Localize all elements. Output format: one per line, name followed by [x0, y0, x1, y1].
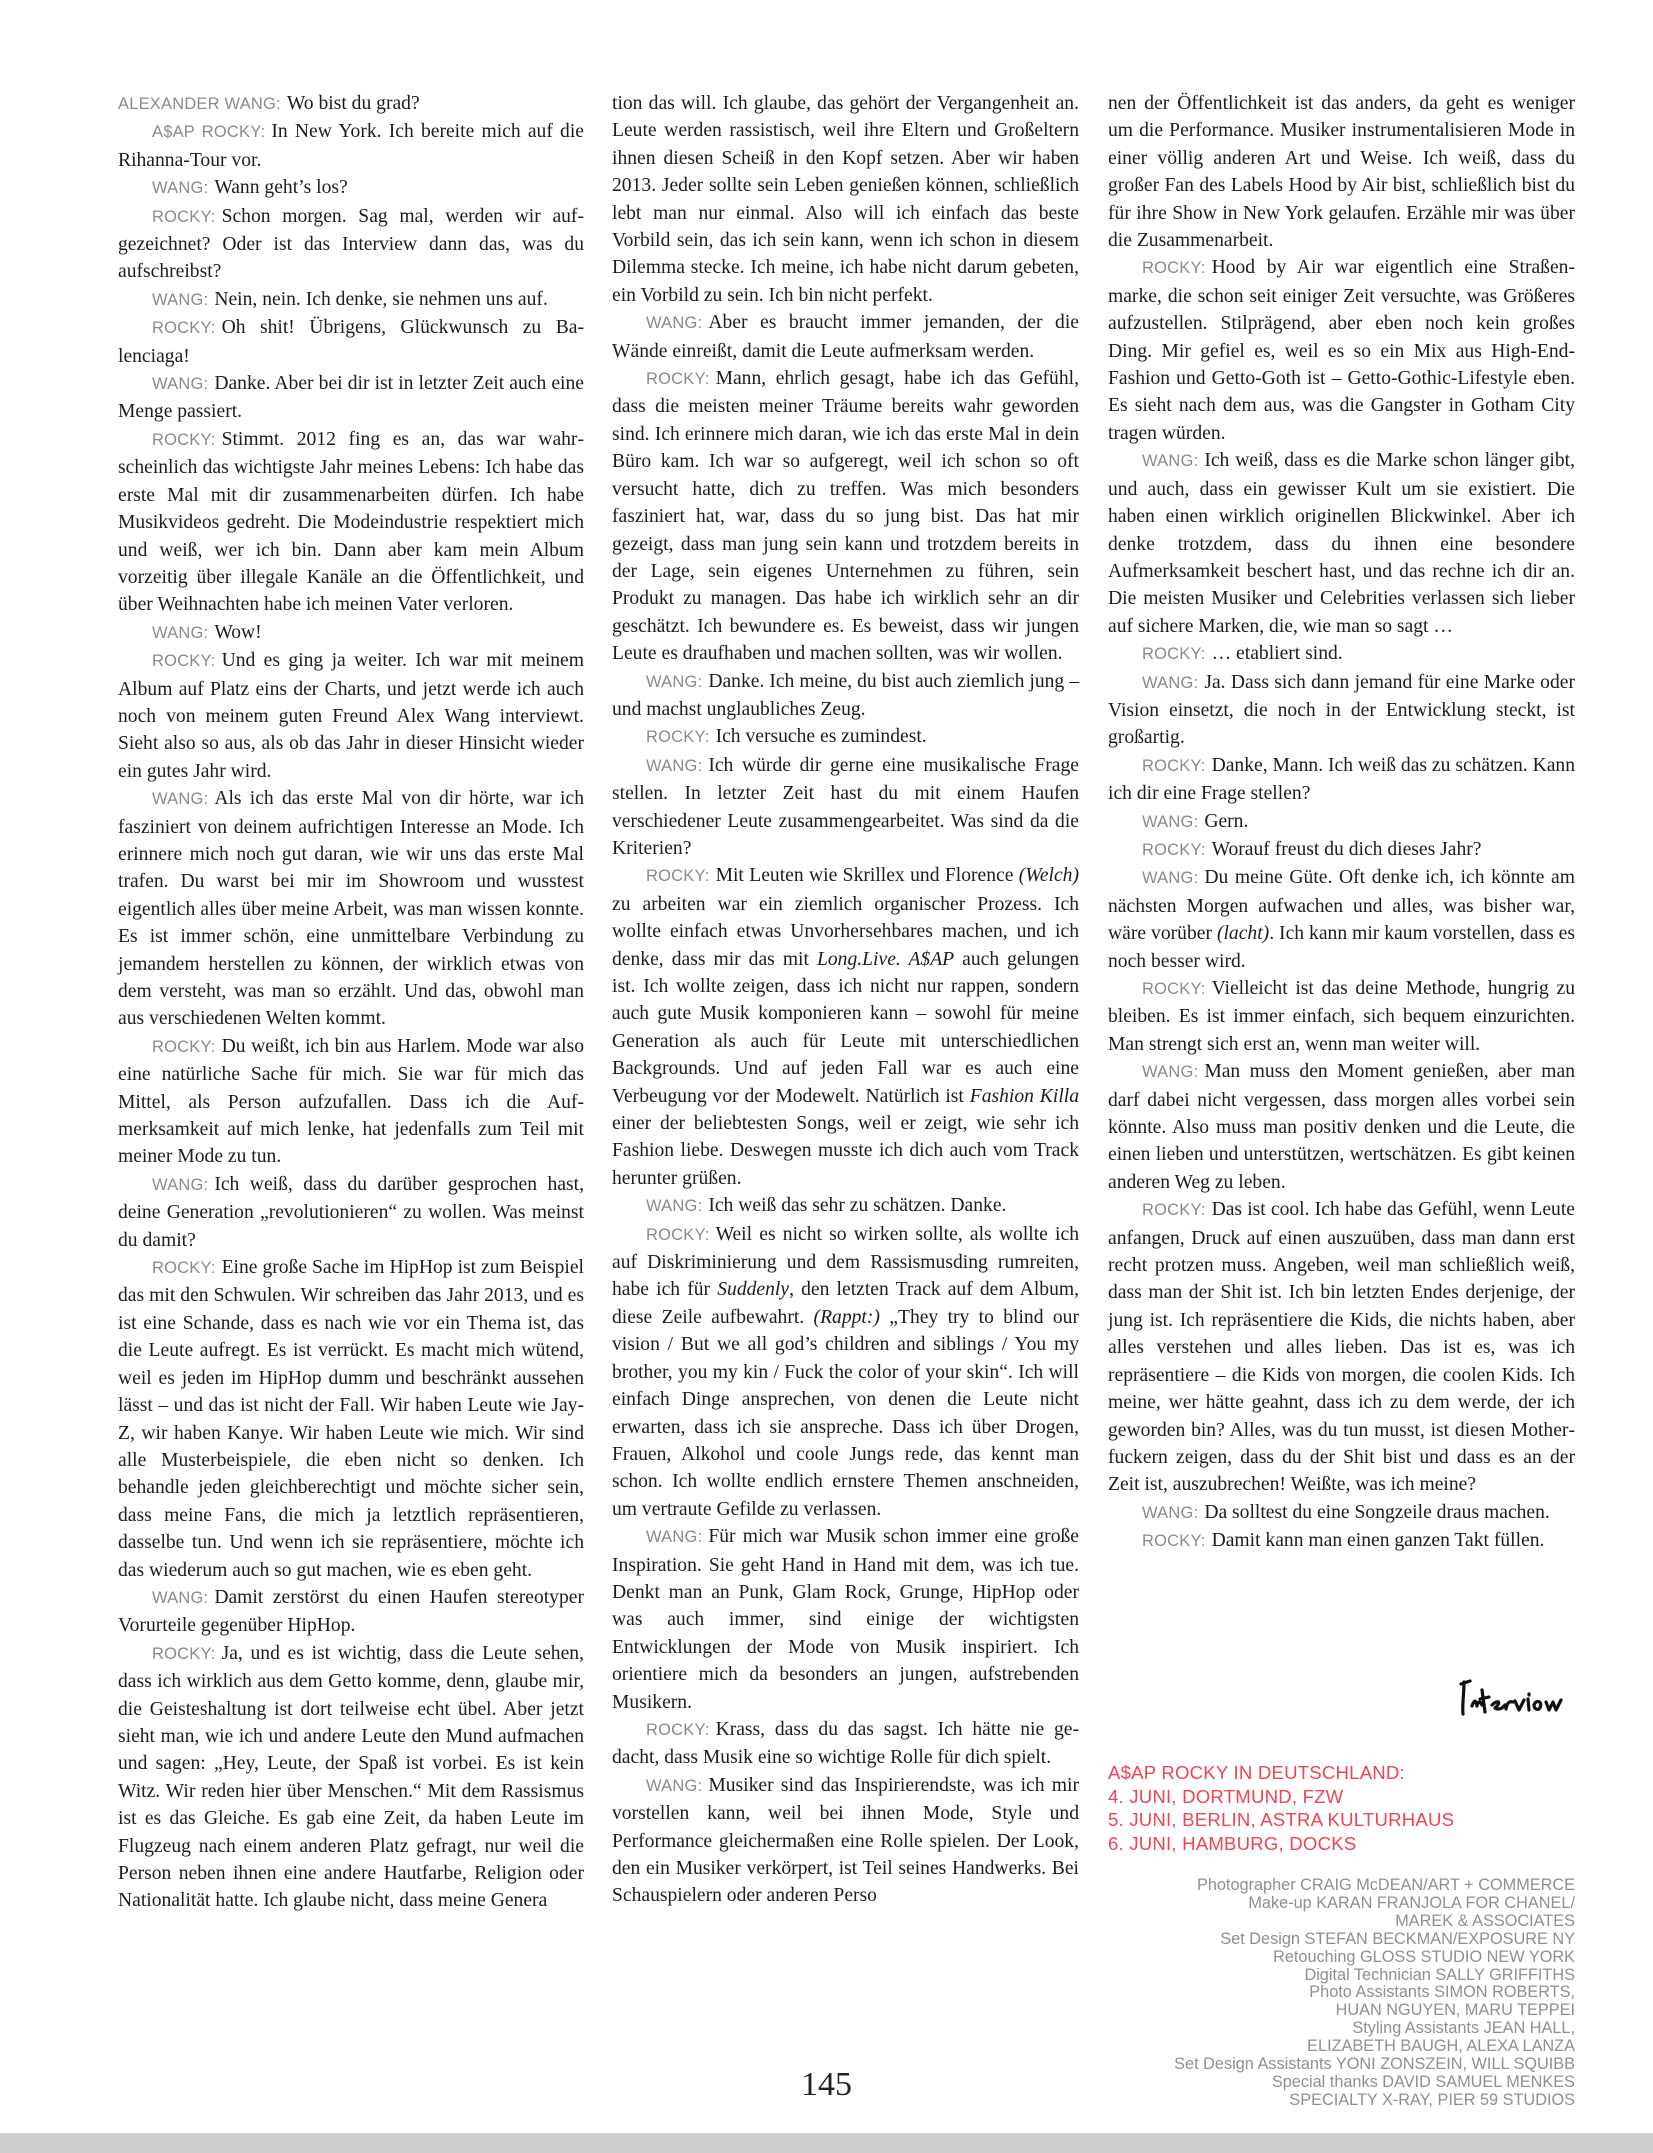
paragraph-text: Mit Leuten wie Skrillex und Florence (Welch) zu arbeiten war ein ziemlich organischer Prozess. Ich wollte einfach etwas Unvorhersehbares machen, und ich denke, dass mir das mit Long.Live. A$AP auch gelungen ist. Ich wollte zeigen, dass ich nicht nur rappen, sondern auch gute Musik komponieren kann – sowohl für meine Generation als auch für Leute mit unterschiedlichen Backgrounds. Und auf jeden Fall war es auch eine Verbeugung vor der Modewelt. Natürlich ist Fashion Killa einer der beliebtesten Songs, weil er zeigt, wie sehr ich Fashion liebe. Deswegen musste ich dich auch vom Track herunter grüßen. — [612, 865, 1079, 1189]
paragraph-text: Man muss den Moment genießen, aber man darf dabei nicht vergessen, dass morgen alles vorbei sein könnte. Also muss man positiv denken und die Leute, die einen lieben und unterstützen, wertschätzen. Es gibt keinen anderen Weg zu leben. — [1108, 1061, 1575, 1193]
paragraph-text: Ich versuche es zumindest. — [715, 726, 927, 748]
paragraph-text: Krass, dass du das sagst. Ich hätte nie gedacht, dass Musik eine so wichtige Rolle für dich spielt. — [612, 1718, 1079, 1769]
bottom-bar — [0, 2133, 1653, 2153]
interview-paragraph — [118, 785, 584, 1033]
speaker-label: ROCKY: — [646, 1720, 710, 1739]
paragraph-text: In New York. Ich bereite mich auf die Rihanna-Tour vor. — [118, 121, 584, 171]
paragraph-text: … etabliert sind. — [1211, 643, 1343, 665]
credit-line: ELIZABETH BAUGH, ALEXA LANZA — [1307, 2037, 1575, 2056]
speaker-label: WANG: — [152, 1175, 209, 1194]
interview-paragraph — [118, 1171, 584, 1254]
speaker-label: ROCKY: — [152, 1259, 216, 1278]
credit-line: Digital Technician SALLY GRIFFITHS — [1304, 1965, 1575, 1984]
interview-paragraph — [118, 647, 584, 785]
speaker-label: WANG: — [646, 1528, 703, 1547]
credit-line: HUAN NGUYEN, MARU TEPPEI — [1335, 2001, 1575, 2020]
paragraph-text: Weil es nicht so wirken sollte, als wollte ich auf Diskriminierung und dem Rassismusding rumreiten, habe ich für Suddenly, den letzten Track auf dem Album, diese Zeile aufbewahrt. (Rappt:) „They try to blind our vision / But we all god’s children and siblings / You my brother, you my kin / Fuck the color of your skin“. Ich will einfach Dinge ansprechen, von denen die Leute nicht erwarten, dass ich sie anspreche. Dass ich über Drogen, Frauen, Alkohol und coole Jungs rede, das kennt man schon. Ich wollte endlich ernstere Themen anschneiden, um vertraute Gefilde zu verlassen. — [612, 1223, 1080, 1520]
interview-paragraph — [118, 619, 584, 647]
paragraph-text: Wo bist du grad? — [286, 93, 420, 114]
speaker-label: WANG: — [1142, 673, 1199, 692]
interview-paragraph — [612, 1523, 1079, 1716]
interview-paragraph — [1108, 864, 1575, 975]
speaker-label: WANG: — [1142, 869, 1199, 888]
speaker-label: ALEXANDER WANG: — [118, 95, 281, 113]
paragraph-text: Wow! — [214, 621, 262, 643]
interview-paragraph — [1108, 447, 1575, 640]
interview-paragraph — [118, 1254, 584, 1584]
interview-paragraph — [118, 174, 584, 202]
interview-paragraph — [612, 309, 1079, 365]
speaker-label: WANG: — [646, 1197, 703, 1216]
tour-date-berlin: 5. JUNI, BERLIN, ASTRA KULTURHAUS — [1108, 1809, 1455, 1830]
interview-paragraph — [118, 370, 584, 426]
interview-paragraph — [118, 1640, 584, 1915]
paragraph-text: Eine große Sache im HipHop ist zum Beispiel das mit den Schwulen. Wir schreiben das Jahr 2013, und es ist eine Schande, dass es nach wie vor ein Thema ist, das die Leute aufregt. Es ist verrückt. Es macht mich wütend, weil es jeden im HipHop dumm und beschränkt aussehen lässt – und das ist nicht der Fall. Wir haben Leute wie Jay-Z, wir haben Kanye. Wir haben Leute wie mich. Wir sind alle Musterbeispiele, die eben nicht so denken. Ich behandle jeden gleichberechtigt und möchte sicher sein, dass meine Fans, die mich ja letztlich repräsentieren, dasselbe tun. Und wenn ich sie repräsentiere, möchte ich das wiederum auch so gut machen, wie es eben geht. — [118, 1257, 584, 1581]
speaker-label: ROCKY: — [152, 430, 216, 449]
tour-heading: A$AP ROCKY IN DEUTSCHLAND: — [1108, 1762, 1405, 1783]
interview-paragraph — [1108, 975, 1575, 1058]
speaker-label: WANG: — [152, 623, 209, 642]
interview-logo — [1458, 1672, 1578, 1720]
interview-paragraph — [118, 1033, 584, 1171]
paragraph-text: Musiker sind das Inspirierendste, was ich mir vorstellen kann, weil bei ihnen Mode, Style und Performance gleichermaßen eine Rolle spielen. Der Look, den ein Musiker verkörpert, ist Teil seines Handwerks. Bei Schauspielern oder anderen Perso — [612, 1774, 1079, 1907]
interview-paragraph — [612, 862, 1079, 1192]
paragraph-text: Oh shit! Übrigens, Glückwunsch zu Balenciaga! — [118, 317, 584, 367]
paragraph-text: Da solltest du eine Songzeile draus machen. — [1204, 1501, 1550, 1523]
speaker-label: ROCKY: — [152, 207, 216, 226]
interview-paragraph — [612, 1192, 1079, 1220]
paragraph-text: tion das will. Ich glaube, das gehört der Vergangenheit an. Leute werden rassistisch, weil ihre Eltern und Großeltern ihnen diesen Scheiß in den Kopf setzen. Aber wir haben 2013. Jeder sollte sein Leben genießen können, schließlich lebt man nur einmal. Also will ich einfach das beste Vorbild sein, das ich sein kann, wenn ich schon in diesem Dilemma stecke. Ich meine, ich habe nicht darum gebeten, ein Vorbild zu sein. Ich bin nicht perfekt. — [612, 93, 1079, 306]
paragraph-text: Ich weiß, dass du darüber gesprochen hast, deine Generation „revolutionieren“ zu wollen. Was meinst du damit? — [118, 1173, 584, 1251]
credit-line: Set Design Assistants YONI ZONSZEIN, WILL SQUIBB — [1174, 2055, 1575, 2074]
tour-date-dortmund: 4. JUNI, DORTMUND, FZW — [1108, 1785, 1344, 1807]
interview-paragraph — [1108, 669, 1575, 752]
interview-paragraph — [612, 365, 1079, 667]
speaker-label: ROCKY: — [1142, 980, 1206, 998]
speaker-label: ROCKY: — [1142, 259, 1206, 278]
paragraph-text: Danke. Ich meine, du bist auch ziemlich jung – und machst unglaubliches Zeug. — [612, 670, 1079, 720]
credit-line: Styling Assistants JEAN HALL, — [1352, 2019, 1575, 2038]
speaker-label: ROCKY: — [1142, 645, 1206, 664]
credit-line: Retouching GLOSS STUDIO NEW YORK — [1273, 1947, 1575, 1966]
paragraph-text: Danke. Aber bei dir ist in letzter Zeit auch eine Menge passiert. — [118, 373, 584, 423]
paragraph-text: Damit kann man einen ganzen Takt füllen. — [1211, 1530, 1545, 1552]
speaker-label: WANG: — [152, 790, 209, 809]
interview-paragraph — [1108, 808, 1575, 836]
interview-paragraph — [612, 1772, 1079, 1910]
paragraph-text: Vielleicht ist das deine Methode, hungrig zu bleiben. Es ist immer einfach, sich bequem einzurichten. Man strengt sich erst an, wenn man weiter will. — [1108, 978, 1575, 1055]
interview-paragraph — [118, 314, 584, 370]
credit-line: Photographer CRAIG McDEAN/ART + COMMERCE — [1196, 1876, 1575, 1894]
paragraph-text: Und es ging ja weiter. Ich war mit meinem Album auf Platz eins der Charts, und jetzt werde ich auch noch von meinem guten Freund Alex Wang interviewt. Sieht also so aus, als ob das Jahr in dieser Hinsicht wieder ein gutes Jahr wird. — [118, 650, 584, 782]
interview-paragraph — [1108, 90, 1575, 254]
interview-paragraph — [1108, 640, 1575, 668]
interview-paragraph — [612, 668, 1079, 724]
speaker-label: WANG: — [152, 1588, 209, 1607]
interview-paragraph — [118, 118, 584, 174]
interview-paragraph — [1108, 254, 1575, 447]
speaker-label: ROCKY: — [1142, 840, 1206, 859]
page-number: 145 — [801, 2066, 852, 2103]
interview-paragraph — [612, 723, 1079, 751]
paragraph-text: Als ich das erste Mal von dir hörte, war ich fasziniert von deinem aufrichtigen Interesse an Mode. Ich erinnere mich noch gut daran, wie wir uns das erste Mal trafen. Du warst bei mir im Showroom und wusstest eigentlich alles über meine Arbeit, was man wissen konnte. Es ist immer schön, eine unmittelbare Verbindung zu jemandem herstellen zu können, der wirklich etwas von dem versteht, was man so erzählt. Und das, obwohl man aus verschiedenen Welten kommt. — [118, 788, 584, 1030]
speaker-label: WANG: — [1142, 1503, 1199, 1522]
paragraph-text: nen der Öffentlichkeit ist das anders, da geht es weniger um die Performance. Musiker instrumentalisieren Mode in einer völlig anderen Art und Weise. Ich weiß, dass du großer Fan des Labels Hood by Air bist, schließlich bist du für ihre Show in New York gelaufen. Erzähle mir was über die Zusammenarbeit. — [1108, 93, 1575, 252]
speaker-label: WANG: — [152, 375, 209, 394]
speaker-label: WANG: — [152, 179, 209, 198]
tour-date-hamburg: 6. JUNI, HAMBURG, DOCKS — [1108, 1832, 1357, 1854]
paragraph-text: Gern. — [1204, 810, 1249, 832]
paragraph-text: Danke, Mann. Ich weiß das zu schätzen. Kann ich dir eine Frage stellen? — [1108, 754, 1576, 805]
credit-line: Set Design STEFAN BECKMAN/EXPOSURE NY — [1220, 1929, 1575, 1948]
credit-line: SPECIALTY X-RAY, PIER 59 STUDIOS — [1289, 2090, 1575, 2109]
speaker-label: WANG: — [646, 1776, 703, 1795]
paragraph-text: Nein, nein. Ich denke, sie nehmen uns auf. — [214, 288, 548, 310]
speaker-label: ROCKY: — [152, 652, 216, 671]
interview-paragraph — [1108, 1196, 1575, 1498]
speaker-label: WANG: — [646, 314, 703, 333]
credit-line: Photo Assistants SIMON ROBERTS, — [1309, 1983, 1575, 2002]
text-column-2 — [612, 90, 1079, 1910]
speaker-label: ROCKY: — [646, 728, 710, 747]
paragraph-text: Du weißt, ich bin aus Harlem. Mode war also eine natürliche Sache für mich. Sie war für mich das Mittel, als Person aufzufallen. Dass ich die Aufmerksamkeit auf mich lenke, hat jedenfalls zum Teil mit meiner Mode zu tun. — [118, 1035, 584, 1168]
credit-line: Special thanks DAVID SAMUEL MENKES — [1271, 2072, 1575, 2091]
speaker-label: WANG: — [1142, 812, 1199, 831]
speaker-label: ROCKY: — [646, 867, 710, 886]
paragraph-text: Aber es braucht immer jemanden, der die Wände einreißt, damit die Leute aufmerksam werden. — [612, 312, 1079, 362]
speaker-label: ROCKY: — [1142, 1532, 1206, 1551]
interview-paragraph — [1108, 1499, 1575, 1527]
paragraph-text: Mann, ehrlich gesagt, habe ich das Gefühl, dass die meisten meiner Träume bereits wahr geworden sind. Ich erinnere mich daran, wie ich das erste Mal in dein Büro kam. Ich war so aufgeregt, weil ich schon so oft versucht hatte, dich zu treffen. Was mich besonders fasziniert hat, war, dass du so jung bist. Das hat mir gezeigt, dass man jung sein kann und trotzdem bereits in der Lage, sein eigenes Unternehmen zu führen, sein Produkt zu managen. Das habe ich wirklich sehr an dir geschätzt. Ich bewundere es. Es beweist, dass wir jungen Leute es draufhaben und machen sollten, was wir wollen. — [612, 368, 1079, 665]
paragraph-text: Für mich war Musik schon immer eine große Inspiration. Sie geht Hand in Hand mit dem, was ich tue. Denkt man an Punk, Glam Rock, Grunge, HipHop oder was auch immer, sind einige der wichtigsten Entwicklungen der Mode von Musik inspiriert. Ich orientiere mich da besonders an jungen, aufstrebenden Musikern. — [612, 1526, 1079, 1713]
speaker-label: ROCKY: — [1142, 1201, 1206, 1220]
interview-paragraph — [612, 1716, 1079, 1772]
paragraph-text: Ja. Dass sich dann jemand für eine Marke oder Vision einsetzt, die noch in der Entwicklung steckt, ist großartig. — [1108, 671, 1575, 749]
paragraph-text: Hood by Air war eigentlich eine Straßenmarke, die schon seit einiger Zeit versuchte, was Größeres aufzustellen. Stilprägend, aber eben noch kein großes Ding. Mir gefiel es, weil es so ein Mix aus High-End-Fashion und Getto-Goth ist – Getto-Gothic-Lifestyle eben. Es sieht nach dem aus, was die Gangster in Gotham City tragen würden. — [1108, 257, 1575, 444]
paragraph-text: Worauf freust du dich dieses Jahr? — [1211, 838, 1482, 860]
tour-dates — [1108, 1761, 1578, 1855]
interview-paragraph — [612, 752, 1079, 863]
paragraph-text: Ich weiß das sehr zu schätzen. Danke. — [708, 1195, 1007, 1217]
interview-paragraph — [1108, 1527, 1575, 1555]
speaker-label: ROCKY: — [646, 370, 710, 389]
paragraph-text: Ich würde dir gerne eine musikalische Frage stellen. In letzter Zeit hast du mit einem Haufen verschiedener Leute zusammengearbeitet. Was sind da die Kriterien? — [612, 754, 1079, 859]
interview-paragraph — [118, 426, 584, 619]
speaker-label: WANG: — [1142, 452, 1199, 471]
text-column-1 — [118, 90, 584, 1915]
credit-line: MAREK & ASSOCIATES — [1395, 1911, 1575, 1930]
paragraph-text: Du meine Güte. Oft denke ich, ich könnte am nächsten Morgen aufwachen und alles, was bisher war, wäre vorüber (lacht). Ich kann mir kaum vorstellen, dass es noch besser wird. — [1108, 867, 1575, 972]
interview-paragraph — [612, 1221, 1079, 1523]
speaker-label: ROCKY: — [152, 319, 216, 338]
speaker-label: A$AP ROCKY: — [152, 123, 266, 142]
interview-paragraph — [118, 203, 584, 286]
paragraph-text: Das ist cool. Ich habe das Gefühl, wenn Leute anfangen, Druck auf einen auszuüben, dass man dann erst recht protzen muss. Angeben, weil man schließlich weiß, dass man der Shit ist. Ich bin letzten Endes derjenige, der jung ist. Ich repräsentiere die Kids, die nichts haben, aber alles verstehen und alles lieben. Das ist es, was ich repräsentiere – die Kids von morgen, die coolen Kids. Ich meine, wer hätte geahnt, dass ich zu dem werde, der ich geworden bin? Alles, was du tun musst, ist diesen Motherfuckern zeigen, dass du der Shit bist und dass es an der Zeit ist, auszubrechen! Weißte, was ich meine? — [1108, 1199, 1575, 1496]
interview-paragraph — [118, 286, 584, 314]
interview-paragraph — [118, 90, 584, 118]
speaker-label: ROCKY: — [646, 1225, 710, 1244]
interview-paragraph — [1108, 836, 1575, 864]
interview-paragraph — [1108, 1058, 1575, 1196]
credit-line: Make-up KARAN FRANJOLA FOR CHANEL/ — [1248, 1893, 1575, 1912]
paragraph-text: Ja, und es ist wichtig, dass die Leute sehen, dass ich wirklich aus dem Getto komme, denn, glaube mir, die Geisteshaltung ist dort teilweise echt übel. Aber jetzt sieht man, wie ich und andere Leute den Mund aufmachen und sagen: „Hey, Leute, der Spaß ist vorbei. Es ist kein Witz. Wir reden hier über Menschen.“ Mit dem Rassismus ist es das Gleiche. Es gab eine Zeit, da haben Leute im Flugzeug nach einem anderen Platz gefragt, nur weil die Person neben ihnen eine andere Hautfarbe, Religion oder Nationalität hatte. Ich glaube nicht, dass meine Genera — [118, 1642, 584, 1912]
speaker-label: ROCKY: — [1142, 756, 1206, 775]
interview-paragraph — [1108, 752, 1575, 808]
speaker-label: ROCKY: — [152, 1037, 216, 1056]
interview-paragraph — [612, 90, 1079, 309]
text-column-3 — [1108, 90, 1575, 1556]
speaker-label: WANG: — [646, 672, 703, 691]
speaker-label: WANG: — [1142, 1063, 1199, 1082]
speaker-label: WANG: — [646, 756, 703, 775]
paragraph-text: Ich weiß, dass es die Marke schon länger gibt, und auch, dass ein gewisser Kult um sie existiert. Die haben einen wirklich originellen Blickwinkel. Aber ich denke trotzdem, dass du ihnen eine besondere Aufmerksamkeit beschert hast, und das rechne ich dir an. Die meisten Musiker und Celebrities verlassen sich lieber auf sichere Marken, die, wie man so sagt … — [1108, 450, 1575, 637]
paragraph-text: Stimmt. 2012 fing es an, das war wahrscheinlich das wichtigste Jahr meines Lebens: Ich habe das erste Mal mit dir zusammenarbeiten dürfen. Ich habe Musikvideos gedreht. Die Modeindustrie respektiert mich und weiß, wer ich bin. Dann aber kam mein Album vorzeitig über illegale Kanäle an die Öffentlichkeit, und über Weihnachten habe ich meinen Vater verloren. — [118, 428, 584, 616]
paragraph-text: Schon morgen. Sag mal, werden wir aufgezeichnet? Oder ist das Interview dann das, was du aufschreibst? — [118, 205, 584, 283]
paragraph-text: Wann geht’s los? — [214, 177, 348, 199]
paragraph-text: Damit zerstörst du einen Haufen stereotyper Vorurteile gegenüber HipHop. — [118, 1586, 584, 1637]
speaker-label: ROCKY: — [152, 1644, 216, 1663]
interview-paragraph — [118, 1584, 584, 1640]
speaker-label: WANG: — [152, 290, 209, 309]
